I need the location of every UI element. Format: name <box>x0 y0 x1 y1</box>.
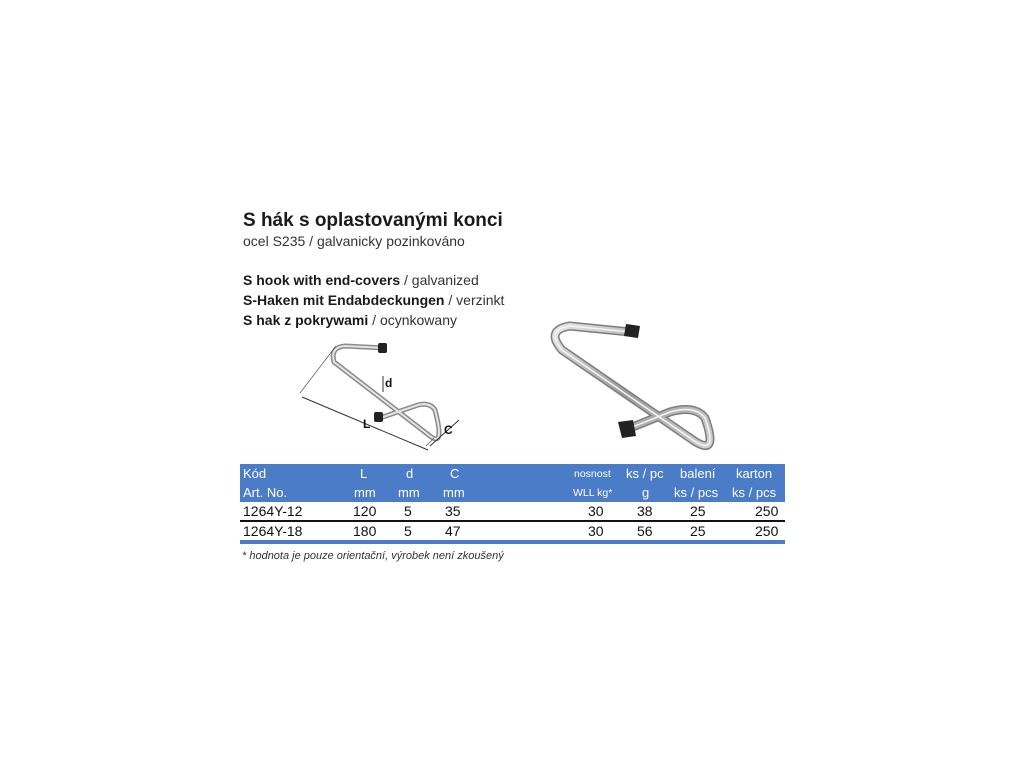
header-pack: balení <box>680 466 716 481</box>
product-title: S hák s oplastovanými konci <box>243 210 503 231</box>
table-row <box>240 522 785 544</box>
end-cover-icon <box>374 412 383 422</box>
header-L: L <box>360 466 368 481</box>
cell-d: 5 <box>404 503 412 519</box>
header-unit-weight: g <box>642 485 650 500</box>
header-unit-load: WLL kg* <box>573 487 613 499</box>
cell-carton: 250 <box>755 523 779 539</box>
end-cover-icon <box>618 420 636 438</box>
cell-pack: 25 <box>690 503 706 519</box>
spec-table <box>240 464 785 544</box>
footnote: * hodnota je pouze orientační, výrobek není zkoušený <box>242 550 504 562</box>
hook-photo <box>555 324 710 446</box>
header-unit-L: mm <box>354 485 376 500</box>
header-load: nosnost <box>574 468 611 480</box>
cell-weight: 38 <box>637 503 653 519</box>
header-unit-pack: ks / pcs <box>674 485 719 500</box>
cell-load: 30 <box>588 523 604 539</box>
header-art-no: Art. No. <box>243 485 288 500</box>
translation-de: S-Haken mit Endabdeckungen / verzinkt <box>243 292 505 308</box>
cell-L: 180 <box>353 523 377 539</box>
cell-pack: 25 <box>690 523 706 539</box>
cell-L: 120 <box>353 503 377 519</box>
header-d: d <box>406 466 414 481</box>
cell-load: 30 <box>588 503 604 519</box>
label-C: C <box>444 423 453 437</box>
product-subtitle: ocel S235 / galvanicky pozinkováno <box>243 233 465 249</box>
translation-en: S hook with end-covers / galvanized <box>243 272 479 288</box>
hook-dimension-diagram <box>300 343 459 450</box>
label-d: d <box>385 376 393 390</box>
end-cover-icon <box>378 343 387 353</box>
header-weight: ks / pc <box>626 466 664 481</box>
header-unit-d: mm <box>398 485 420 500</box>
cell-C: 47 <box>445 523 461 539</box>
header-code: Kód <box>243 466 267 481</box>
label-L: L <box>363 417 371 431</box>
cell-weight: 56 <box>637 523 653 539</box>
header-carton: karton <box>736 466 773 481</box>
translation-pl: S hak z pokrywami / ocynkowany <box>243 312 457 328</box>
cell-C: 35 <box>445 503 461 519</box>
end-cover-icon <box>624 324 640 338</box>
cell-code: 1264Y-12 <box>243 503 303 519</box>
cell-d: 5 <box>404 523 412 539</box>
table-row <box>240 502 785 522</box>
cell-code: 1264Y-18 <box>243 523 303 539</box>
table-header <box>240 464 785 502</box>
header-C: C <box>450 466 460 481</box>
cell-carton: 250 <box>755 503 779 519</box>
header-unit-carton: ks / pcs <box>732 485 777 500</box>
header-unit-C: mm <box>443 485 465 500</box>
